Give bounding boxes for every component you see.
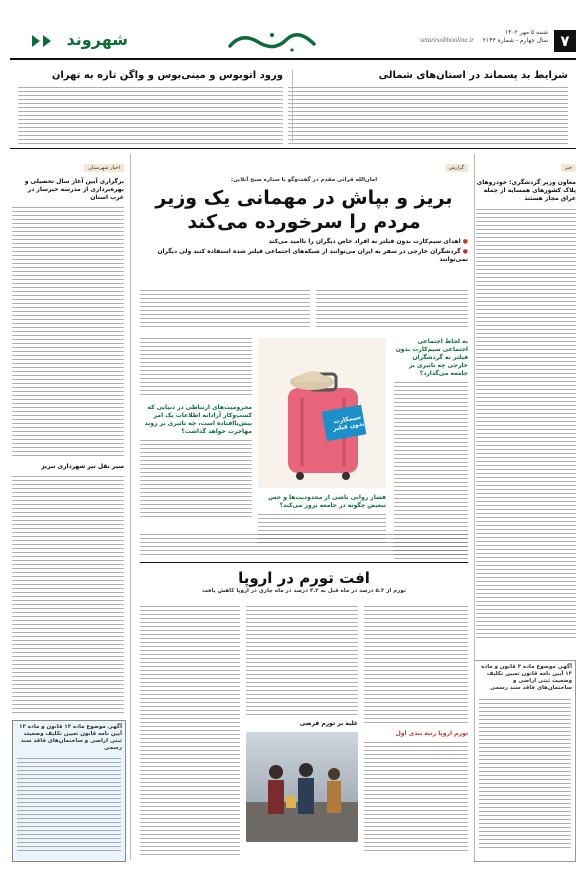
kicker-tag: گزارش [445, 164, 468, 172]
ad-body [17, 758, 121, 853]
issue-line: سال چهارم - شماره ۲۱۴۳ [482, 37, 548, 44]
ad-title: آگهی موضوع ماده ۳ قانون و ماده ۱۳ آیین نامه قانون تعیین تکلیف وضعیت ثبتی اراضی و ساختمان‌های فاقد سند رسمی [481, 664, 572, 691]
interview-question [394, 338, 468, 562]
ad-title: آگهی موضوع ماده ۱۳ قانون و ماده ۱۳ آیین نامه قانون تعیین تکلیف وضعیت ثبتی اراضی و ساختمان‌های فاقد سند رسمی [19, 724, 122, 751]
right-news-column [476, 154, 576, 654]
question-text: محرومیت‌های ارتباطی در دنیایی که کسب‌وکار آزادانه اطلاعات یک امر پیش‌پاافتاده است، چه تاثیری بر روند مهاجرت خواهد گذاشت؟ [144, 404, 252, 435]
article-title[interactable]: شرایط بد پسماند در استان‌های شمالی [378, 70, 568, 81]
column-divider [130, 154, 131, 860]
economy-right [364, 606, 468, 852]
column-divider [474, 154, 475, 860]
lead-bullet-2 [140, 248, 468, 264]
intro-text [316, 290, 468, 330]
left-news-column [12, 154, 124, 714]
sim-card-label: سیمکارت بدون فیلتر [332, 413, 365, 433]
main-interview [140, 154, 468, 264]
main-headline-1[interactable]: بریز و بپاش در مهمانی یک وزیر [155, 187, 453, 209]
supertitle: امان‌الله قرائی مقدم در گفت‌وگو با ستاره صبح آنلاین: [230, 177, 378, 183]
answer-body [140, 338, 252, 398]
economy-middle [246, 606, 358, 842]
main-headline-2[interactable]: مردم را سرخورده می‌کند [187, 211, 421, 233]
economy-body [364, 742, 468, 852]
question-text: به لحاظ اجتماعی اجتماعی سیم‌کارت بدون فیلتر به گردشگران خارجی چه تاثیری بر جامعه می‌گذارد؟ [395, 338, 468, 377]
double-arrow-icon [30, 33, 56, 53]
ad-body [479, 699, 571, 849]
news-body [12, 207, 124, 457]
answer-body [140, 534, 468, 558]
lead-bullet-1 [140, 238, 468, 246]
news-title[interactable]: معاون وزیر گردشگری: خودروهای پلاک کشورهای همسایه از جمله عراق مجاز هستند [476, 179, 576, 202]
issue-date [483, 29, 548, 45]
logo-graphic [222, 28, 322, 54]
economy-body [364, 606, 468, 726]
economy-body [246, 606, 358, 716]
website-url[interactable]: setaresobhonline.ir [420, 36, 474, 44]
section-rule [10, 148, 576, 149]
economy-headline[interactable]: افت تورم در اروپا [238, 569, 370, 587]
page-number: ۷ [554, 30, 576, 52]
article-title[interactable]: ورود اتوبوس و مینی‌بوس و واگن تازه به تهران [51, 70, 283, 81]
news-title[interactable]: برگزاری آیین آغاز سال تحصیلی و بهره‌برداری از مدرسه خیرساز در غرب استان [24, 178, 124, 201]
top-article-right [288, 70, 568, 145]
question-text: فشار روانی ناشی از محدودیت‌ها و حس تبعیض چگونه در جامعه بروز می‌کند؟ [268, 494, 386, 509]
suitcase-illustration [258, 338, 386, 488]
right-ad-box [474, 660, 576, 862]
newspaper-logo [222, 28, 322, 54]
column-divider [292, 70, 293, 142]
page-header [0, 0, 586, 64]
answer-body [140, 440, 252, 520]
news-body [476, 209, 576, 639]
shoppers-illustration [246, 732, 358, 842]
article-body [18, 87, 283, 145]
news-title[interactable]: سیر نقل تیر شهرداری تبریز [41, 463, 124, 470]
bullet-dot-icon: ● [460, 248, 468, 255]
left-ad-box [12, 720, 126, 862]
bullet-text: اهدای سیم‌کارت بدون فیلتر به افراد خاص دیگران را ناامید می‌کند [268, 238, 461, 245]
economy-subhead: غلبه بر تورم فرضی [299, 720, 358, 727]
news-tag: اخبار شهرستان [84, 164, 124, 172]
bullet-text: گردشگران خارجی در سفر به ایران می‌توانند از شبکه‌های اجتماعی فیلتر شده استفاده کنند ولی دیگران نمی‌توانند [157, 248, 468, 263]
date-line: شنبه ۵ مهر ۱۴۰۲ [504, 29, 548, 36]
header-rule [10, 58, 576, 60]
top-article-left [18, 70, 283, 145]
bullet-dot-icon: ● [460, 238, 468, 245]
section-rule [140, 562, 468, 563]
luggage-photo [258, 338, 386, 488]
economy-body [140, 606, 240, 856]
section-title: شهروند [66, 30, 128, 49]
economy-subtitle: تورم از ۵.۲ درصد در ماه قبل به ۴.۳ درصد در ماه جاری در اروپا کاهش یافت [202, 588, 406, 594]
interview-question [140, 404, 252, 520]
news-body [12, 476, 124, 716]
news-tag: خبر [561, 164, 576, 172]
intro-text [140, 290, 310, 330]
article-body [288, 87, 568, 145]
economy-subhead: تورم اروپا رتبه بندی اول [395, 730, 468, 737]
street-photo [246, 732, 358, 842]
economy-article [140, 568, 468, 595]
